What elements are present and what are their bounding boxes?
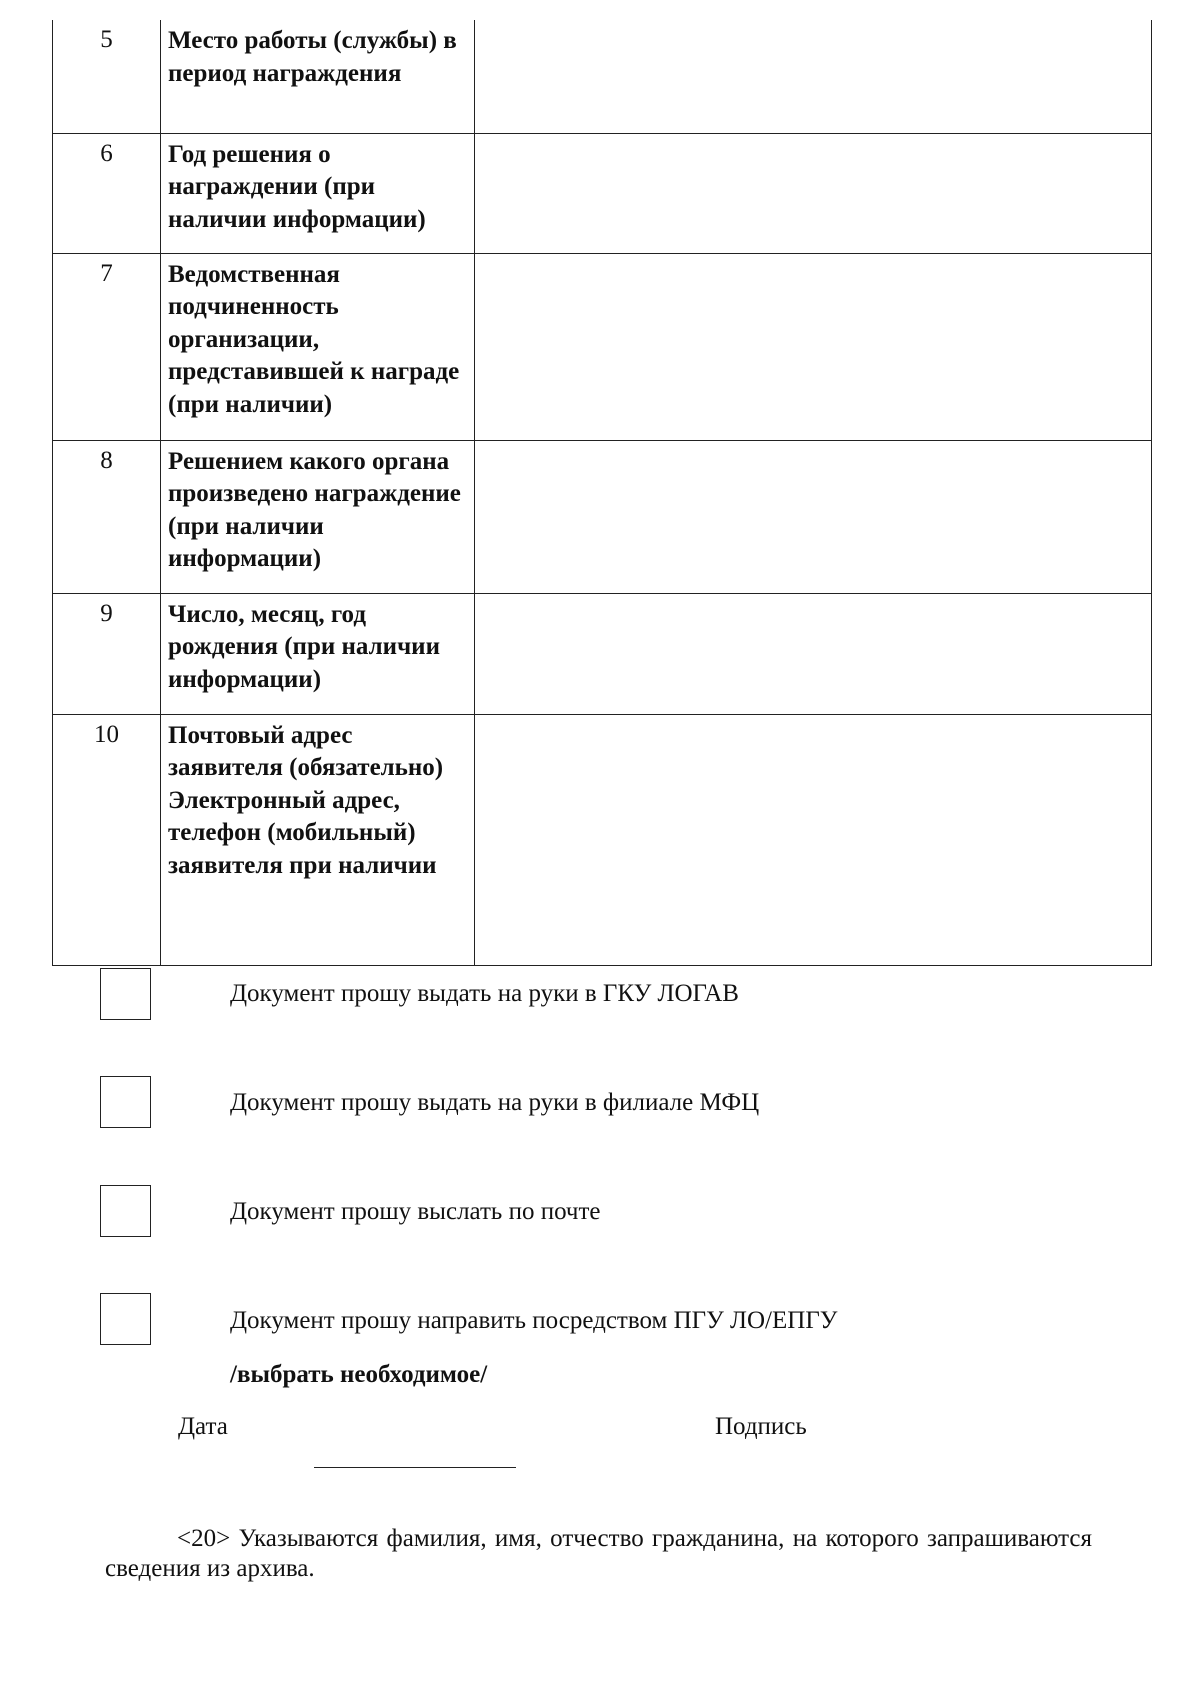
row-value-field[interactable] <box>475 253 1152 440</box>
request-form-table <box>52 20 1152 966</box>
selection-hint: /выбрать необходимое/ <box>230 1361 488 1388</box>
row-label: Решением какого органа произведено награждение (при наличии информации) <box>161 440 475 593</box>
row-number: 5 <box>53 20 161 133</box>
table-row <box>53 440 1152 593</box>
table-row <box>53 714 1152 965</box>
row-number: 10 <box>53 714 161 965</box>
option-label: Документ прошу выдать на руки в филиале МФЦ <box>230 1089 760 1116</box>
checkbox-mfc[interactable] <box>100 1076 151 1128</box>
option-label: Документ прошу выдать на руки в ГКУ ЛОГАВ <box>230 980 739 1007</box>
row-value-field[interactable] <box>475 20 1152 133</box>
checkbox-portal[interactable] <box>100 1293 151 1345</box>
row-value-field[interactable] <box>475 593 1152 714</box>
row-label: Место работы (службы) в период награждения <box>161 20 475 133</box>
option-label: Документ прошу направить посредством ПГУ ЛО/ЕПГУ <box>230 1307 838 1334</box>
row-label: Год решения о награждении (при наличии информации) <box>161 133 475 253</box>
row-value-field[interactable] <box>475 440 1152 593</box>
checkbox-mail[interactable] <box>100 1185 151 1237</box>
signature-label: Подпись <box>715 1413 807 1440</box>
row-label: Ведомственная подчиненность организации, представившей к награде (при наличии) <box>161 253 475 440</box>
delivery-option-portal <box>0 1293 1200 1353</box>
row-value-field[interactable] <box>475 714 1152 965</box>
delivery-option-logav <box>0 968 1200 1028</box>
footnote: <20> Указываются фамилия, имя, отчество гражданина, на которого запрашиваются сведения из архива. <box>105 1525 1092 1582</box>
row-number: 8 <box>53 440 161 593</box>
row-label: Число, месяц, год рождения (при наличии информации) <box>161 593 475 714</box>
row-number: 9 <box>53 593 161 714</box>
checkbox-logav[interactable] <box>100 968 151 1020</box>
row-number: 7 <box>53 253 161 440</box>
row-number: 6 <box>53 133 161 253</box>
table-row <box>53 20 1152 133</box>
date-underline[interactable] <box>314 1467 516 1468</box>
date-label: Дата <box>178 1413 228 1440</box>
option-label: Документ прошу выслать по почте <box>230 1198 601 1225</box>
row-value-field[interactable] <box>475 133 1152 253</box>
delivery-option-mfc <box>0 1076 1200 1136</box>
table-row <box>53 253 1152 440</box>
delivery-option-mail <box>0 1185 1200 1245</box>
row-label: Почтовый адрес заявителя (обязательно) Электронный адрес, телефон (мобильный) заявителя при наличии <box>161 714 475 965</box>
table-row <box>53 133 1152 253</box>
table-row <box>53 593 1152 714</box>
